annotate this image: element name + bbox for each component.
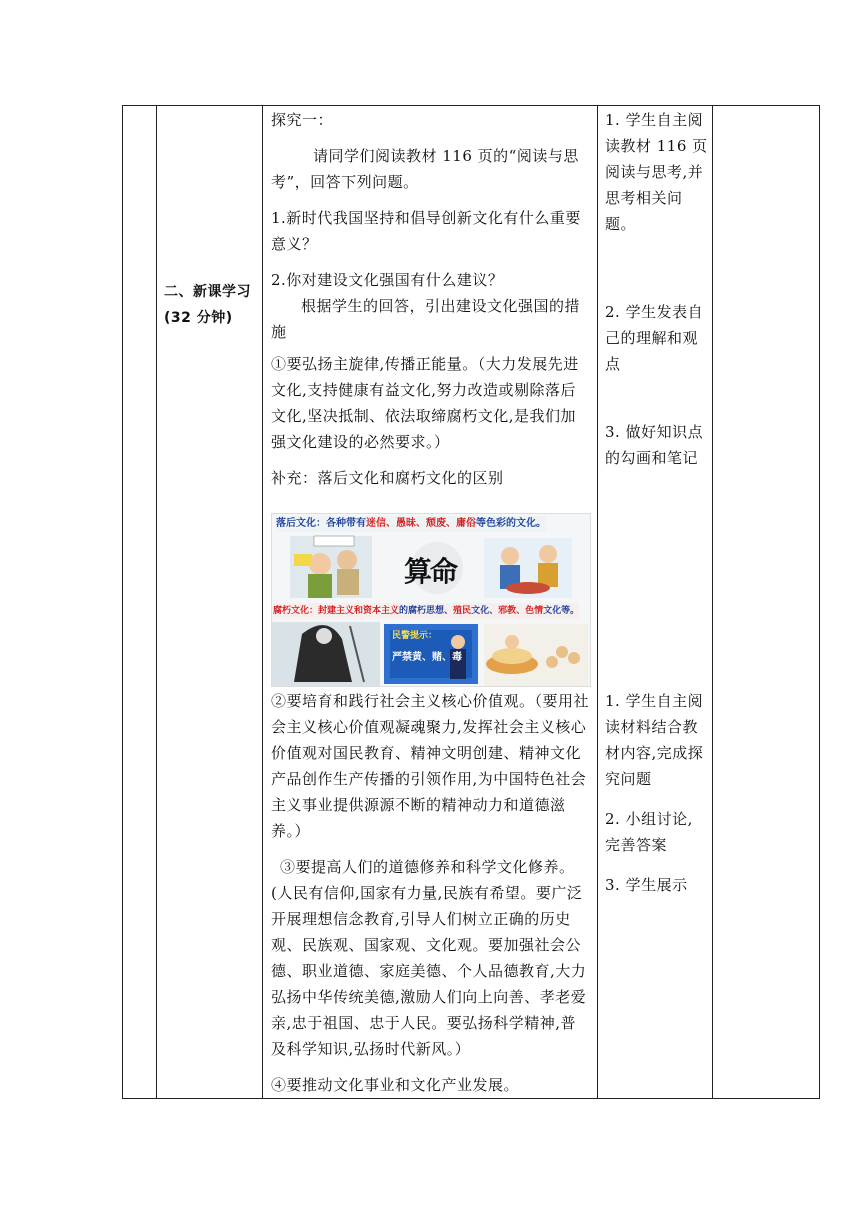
measure-3: ③要提高人们的道德修养和科学文化修养。(人民有信仰,国家有力量,民族有希望。要广泛开展理想信念教育,引导人们树立正确的历史观、民族观、国家观、文化观。要加强社会公德、职业道德、家庭美德、个人品德教育,大力弘扬中华传统美德,激励人们向上向善、孝老爱亲,忠于祖国、忠于人民。要弘扬科学精神,普及科学知识,弘扬时代新风。） — [271, 858, 587, 1058]
decadent-culture-banner — [273, 603, 579, 619]
measures-intro: 根据学生的回答，引出建设文化强国的措施 — [271, 297, 581, 341]
content-block-bottom — [271, 688, 591, 1098]
measure-4: ④要推动文化事业和文化产业发展。 — [271, 1076, 520, 1094]
content-block-top — [271, 107, 591, 491]
banner-terms: 邪教、色情 — [498, 606, 544, 616]
activity-2: 2. 学生发表自己的理解和观点 — [605, 303, 704, 373]
measure-2: ②要培育和践行社会主义核心价值观。（要用社会主义核心价值观凝魂聚力,发挥社会主义核心价值观对国民教育、精神文明创建、精神文化产品创作生产传播的引领作用,为中国特色社会主义事业提供源源不断的精神动力和道德滋养。） — [271, 692, 590, 840]
supplement-label: 补充：落后文化和腐朽文化的区别 — [271, 469, 504, 487]
question-2: 2.你对建设文化强国有什么建议？ — [271, 271, 504, 289]
banner-terms: 封建主义和资本主义 — [318, 606, 400, 616]
col-line — [156, 105, 157, 1099]
banner-text: 文化等。 — [543, 606, 580, 616]
banner-text: 文化、 — [471, 606, 499, 616]
police-sign-body: 严禁黄、赌、毒 — [392, 652, 462, 663]
culture-illustration — [271, 513, 591, 687]
table-bottom-border — [122, 1098, 819, 1099]
banner-terms: 迷信、愚昧、颓废、庸俗 — [366, 518, 476, 529]
police-sign-title: 民警提示： — [392, 631, 438, 641]
banner-text: 等色彩的文化。 — [476, 518, 546, 529]
banner-text: 腐朽文化： — [273, 606, 319, 616]
section-title-text: 二、新课学习 — [164, 284, 251, 300]
table-top-border — [122, 105, 819, 106]
section-duration: (32 分钟) — [164, 310, 233, 326]
banner-text: 的腐朽思想、 — [399, 606, 454, 616]
activity-b3: 3. 学生展示 — [605, 876, 688, 894]
activity-b2: 2. 小组讨论,完善答案 — [605, 810, 693, 854]
measure-1: ①要弘扬主旋律,传播正能量。（大力发展先进文化,支持健康有益文化,努力改造或剔除落后文化,坚决抵制、依法取缔腐朽文化,是我们加强文化建设的必然要求。） — [271, 355, 579, 451]
banner-text: 落后文化：各种带有 — [276, 518, 366, 529]
col-line — [712, 105, 713, 1099]
activity-b1: 1. 学生自主阅读材料结合教材内容,完成探究问题 — [605, 692, 704, 788]
reading-instruction: 请同学们阅读教材 116 页的“阅读与思考”，回答下列问题。 — [271, 147, 579, 191]
banner-terms: 殖民 — [453, 606, 472, 616]
col-line — [597, 105, 598, 1099]
fortune-calligraphy: 算命 — [404, 555, 457, 588]
activity-3: 3. 做好知识点的勾画和笔记 — [605, 423, 704, 467]
student-activities-top — [605, 107, 708, 471]
col-line — [819, 105, 820, 1099]
col-line — [262, 105, 263, 1099]
section-title — [164, 279, 258, 331]
inquiry-heading: 探究一： — [271, 111, 334, 129]
student-activities-bottom — [605, 688, 708, 898]
col-line — [122, 105, 123, 1099]
question-1: 1.新时代我国坚持和倡导创新文化有什么重要意义？ — [271, 209, 581, 253]
activity-1: 1. 学生自主阅读教材 116 页阅读与思考,并思考相关问题。 — [605, 111, 708, 233]
